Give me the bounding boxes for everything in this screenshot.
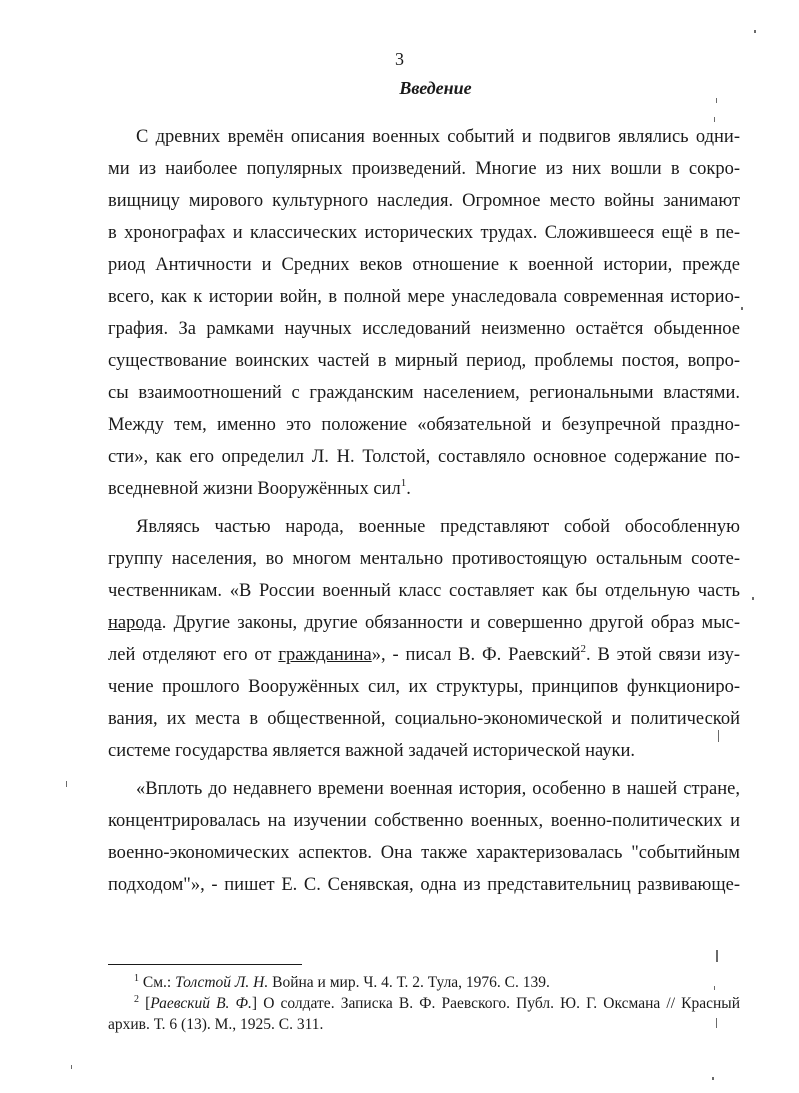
paragraph-1-line-1: С древних времён описания военных событий и подвигов являлись одни- — [136, 127, 740, 147]
scan-speck — [716, 98, 717, 103]
footnote-ref-1: 1 — [400, 477, 407, 489]
scan-speck — [718, 730, 719, 742]
paragraph-1-line-4: в хронографах и классических исторических трудах. Сложившееся ещё в пе- — [108, 223, 740, 243]
paragraph-1-line-2: ми из наиболее популярных произведений. Многие из них вошли в сокро- — [108, 159, 740, 179]
scan-speck — [716, 950, 718, 962]
footnote-1-number: 1 — [134, 973, 139, 984]
paragraph-1-line-6: всего, как к истории войн, в полной мере унаследовала современная историо- — [108, 287, 740, 307]
paragraph-2-line-5-pre: лей отделяют его от — [108, 645, 279, 665]
footnote-1-prefix: См.: — [142, 974, 176, 991]
scan-speck — [714, 117, 715, 122]
footnote-separator — [108, 964, 302, 965]
paragraph-3-line-2: концентрировалась на изучении собственно военных, военно-политических и — [108, 811, 740, 831]
footnote-1-author: Толстой Л. Н. — [175, 974, 269, 991]
paragraph-2-line-4-rest: . Другие законы, другие обязанности и совершенно другой образ мыс- — [161, 613, 740, 633]
footnote-2-author: Раевский В. Ф. — [150, 995, 252, 1012]
footnote-ref-2: 2 — [580, 643, 586, 655]
section-heading: Введение — [399, 78, 472, 98]
paragraph-2-line-3: чественникам. «В России военный класс составляет как бы отдельную часть — [108, 581, 740, 601]
paragraph-2-line-5-post: . В этой связи изу- — [585, 645, 740, 665]
footnote-2-prefix: [ — [145, 995, 151, 1012]
paragraph-1-line-12 — [108, 477, 740, 501]
paragraph-2-line-5 — [108, 643, 740, 667]
paragraph-3-line-1: «Вплоть до недавнего времени военная история, особенно в нашей стране, — [136, 779, 740, 799]
underlined-word-people: народа — [108, 613, 162, 633]
scan-speck — [71, 1065, 72, 1069]
scan-speck — [754, 30, 756, 33]
footnote-2-number: 2 — [134, 994, 139, 1005]
scan-speck — [741, 307, 743, 310]
paragraph-1-line-11: сти», как его определил Л. Н. Толстой, составляло основное содержание по- — [108, 447, 740, 467]
footnote-2-text: ] О солдате. Записка В. Ф. Раевского. Публ. Ю. Г. Оксмана // Красный — [251, 995, 740, 1012]
paragraph-1-line-10: Между тем, именно это положение «обязательной и безупречной праздно- — [108, 415, 740, 435]
paragraph-1-last-text: вседневной жизни Вооружённых сил — [108, 479, 401, 499]
page-number: 3 — [395, 49, 404, 69]
scan-speck — [752, 597, 754, 600]
paragraph-1-line-8: существование воинских частей в мирный период, проблемы постоя, вопро- — [108, 351, 740, 371]
paragraph-3-line-4: подходом"», - пишет Е. С. Сенявская, одна из представительниц развивающе- — [108, 875, 740, 895]
footnote-1 — [134, 973, 550, 993]
scan-speck — [716, 1018, 717, 1028]
underlined-word-citizen: гражданина — [278, 645, 372, 665]
paragraph-3-line-3: военно-экономических аспектов. Она также характеризовалась "событийным — [108, 843, 740, 863]
scan-speck — [66, 781, 67, 787]
scan-speck — [714, 986, 715, 990]
paragraph-1-line-5: риод Античности и Средних веков отношение к военной истории, прежде — [108, 255, 740, 275]
paragraph-2-line-1: Являясь частью народа, военные представляют собой обособленную — [136, 517, 740, 537]
paragraph-2-line-7: вания, их места в общественной, социально-экономической и политической — [108, 709, 740, 729]
paragraph-2-line-5-mid: », - писал В. Ф. Раевский — [371, 645, 581, 665]
paragraph-2-line-2: группу населения, во многом ментально противостоящую остальным соотe- — [108, 549, 740, 569]
paragraph-1-line-7: графия. За рамками научных исследований неизменно остаётся обыденное — [108, 319, 740, 339]
footnote-2-continuation: архив. Т. 6 (13). М., 1925. С. 311. — [108, 1016, 324, 1033]
paragraph-2-line-4 — [108, 611, 740, 635]
paragraph-2-line-8: системе государства является важной задачей исторической науки. — [108, 741, 636, 761]
scan-speck — [712, 1077, 714, 1080]
footnote-2 — [134, 994, 740, 1014]
paragraph-1-line-9: сы взаимоотношений с гражданским населением, региональными властями. — [108, 383, 740, 403]
footnote-1-text: Война и мир. Ч. 4. Т. 2. Тула, 1976. С. 139. — [268, 974, 550, 991]
paragraph-1-line-3: вищницу мирового культурного наследия. Огромное место войны занимают — [108, 191, 740, 211]
paragraph-2-line-6: чение прошлого Вооружённых сил, их структуры, принципов функциониро- — [108, 677, 740, 697]
paragraph-1-end: . — [406, 479, 411, 499]
